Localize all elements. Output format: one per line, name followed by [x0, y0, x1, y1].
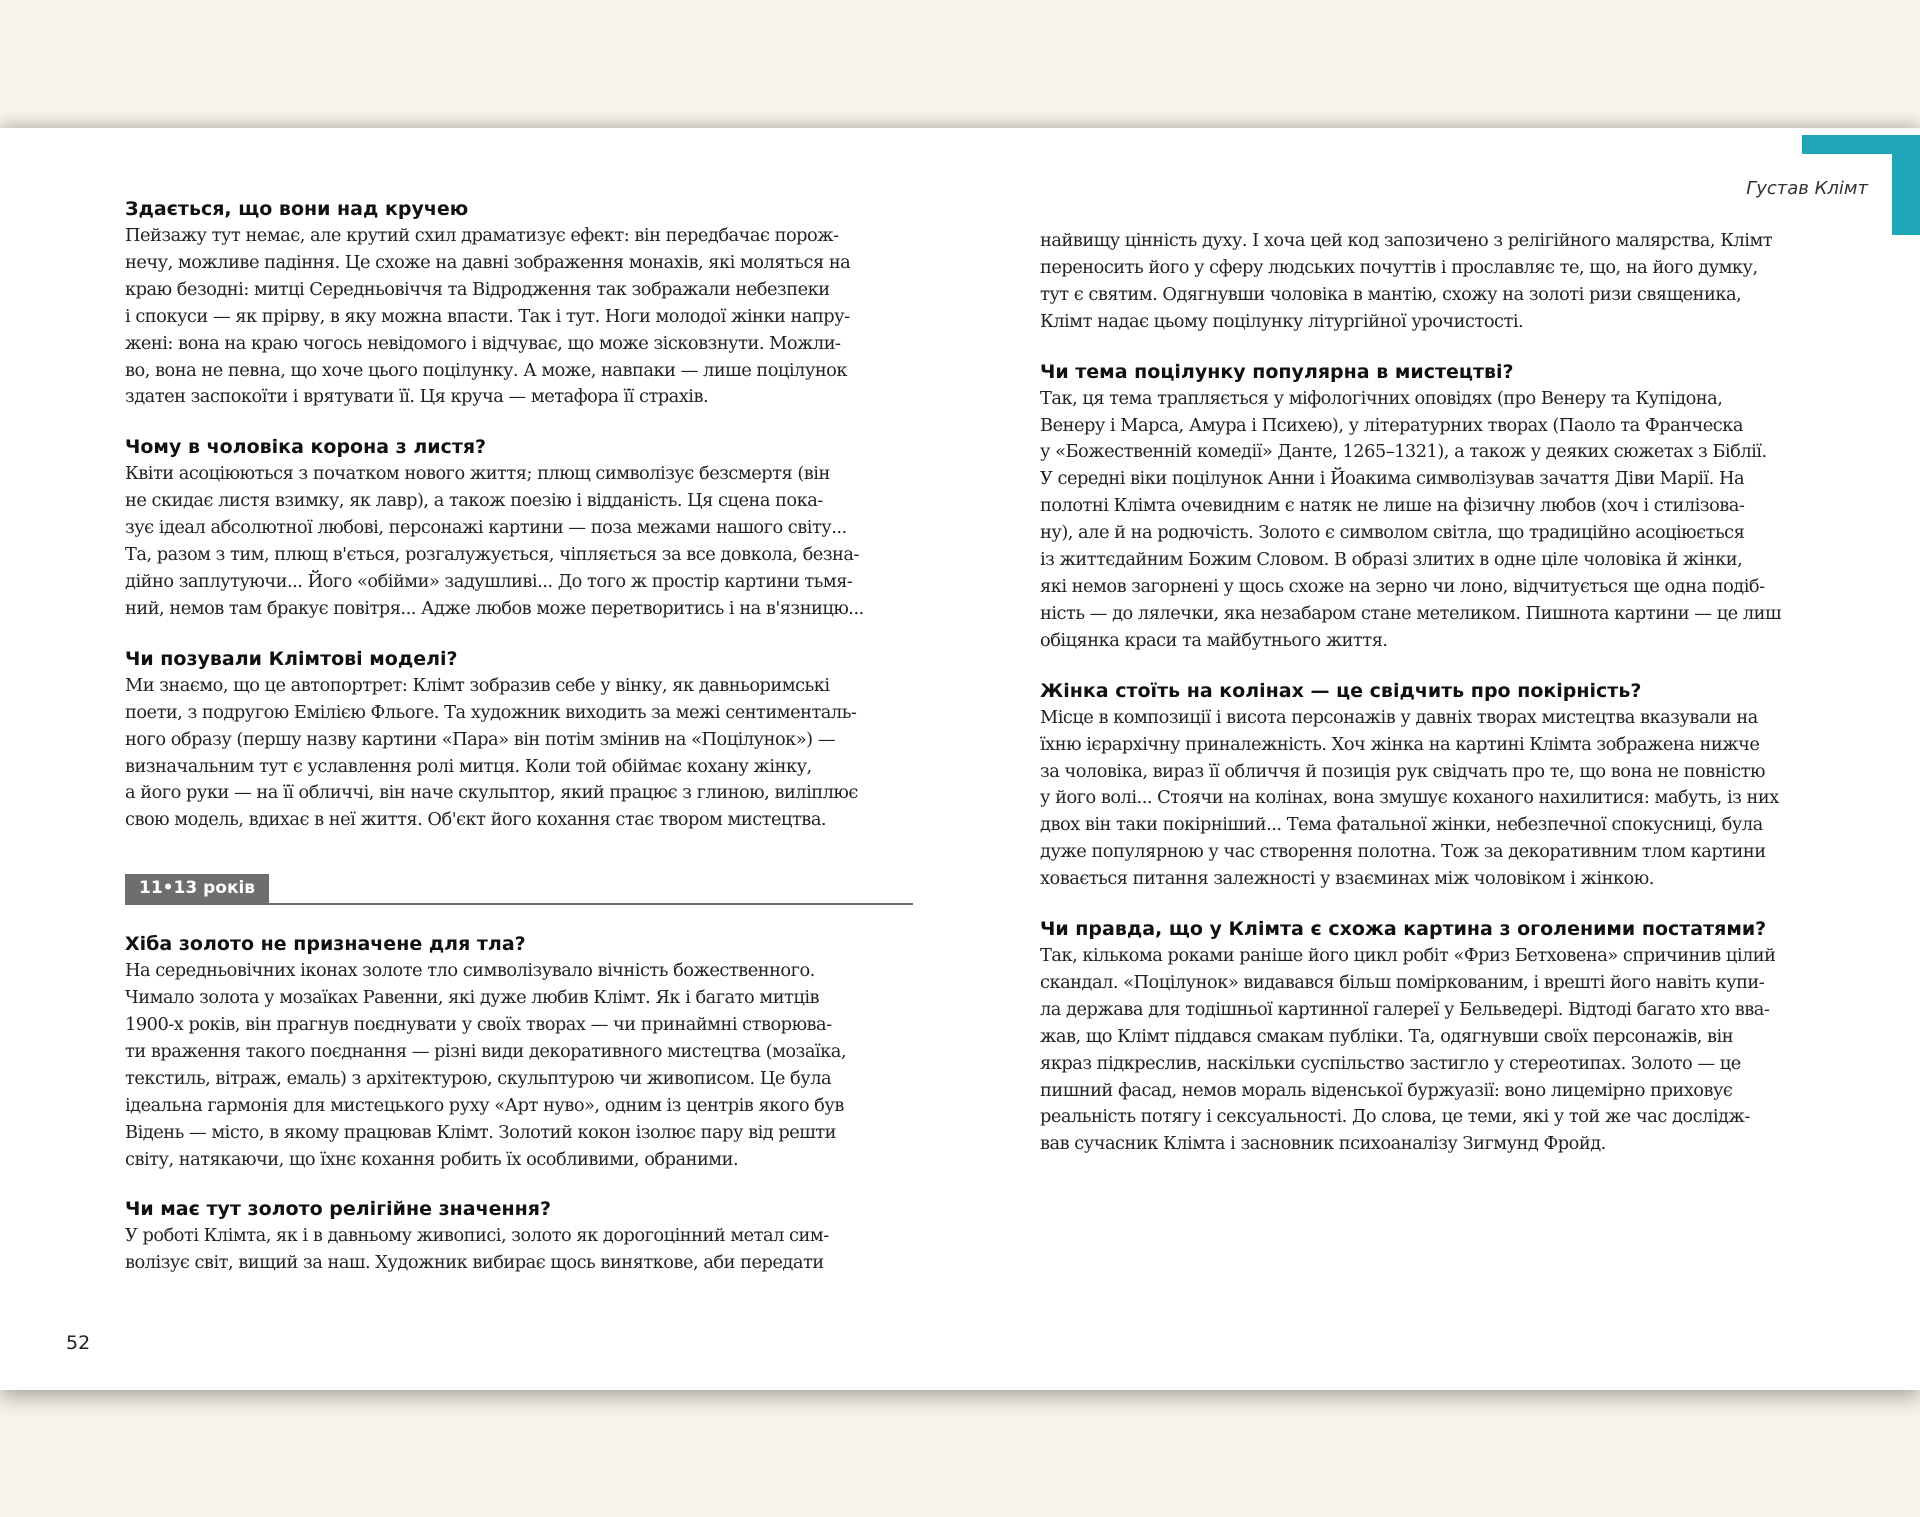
- text-line: ідеальна гармонія для мистецького руху «Арт нуво», одним із центрів якого був: [125, 1094, 844, 1116]
- text-line: жав, що Клімт піддався смакам публіки. Та, одягнувши своїх персонажів, він: [1040, 1025, 1734, 1047]
- text-line: пишний фасад, немов мораль віденської буржуазії: воно лицемірно приховує: [1040, 1079, 1733, 1101]
- text-line: якраз підкреслив, наскільки суспільство застигло у стереотипах. Золото — це: [1040, 1052, 1741, 1074]
- text-line: у його волі... Стоячи на колінах, вона змушує коханого нахилитися: мабуть, із них: [1040, 787, 1779, 809]
- text-line: нечу, можливе падіння. Це схоже на давні зображення монахів, які моляться на: [125, 251, 851, 273]
- section-heading: Чи тема поцілунку популярна в мистецтві?: [1040, 360, 1514, 383]
- text-line: Так, кількома роками раніше його цикл робіт «Фриз Бетховена» спричинив цілий: [1040, 945, 1776, 967]
- article-section: [125, 1196, 913, 1277]
- text-line: поети, з подругою Емілією Фльоге. Та художник виходить за межі сентименталь-: [125, 701, 857, 723]
- text-line: не скидає листя взимку, як лавр), а також поезію і відданість. Ця сцена пока-: [125, 490, 823, 512]
- text-line: На середньовічних іконах золоте тло символізувало вічність божественного.: [125, 960, 815, 982]
- page-number: 52: [66, 1332, 91, 1354]
- right-sections: [1040, 359, 1804, 1159]
- intro-paragraph: [1040, 228, 1804, 336]
- text-line: Та, разом з тим, плющ в'ється, розгалужується, чіпляється за все довкола, безна-: [125, 544, 859, 566]
- text-line: Місце в композиції і висота персонажів у давніх творах мистецтва вказували на: [1040, 706, 1758, 728]
- text-line: полотні Клімта очевидним є натяк не лише на фізичну любов (хоч і стилізова-: [1040, 495, 1745, 517]
- article-section: [125, 434, 913, 622]
- text-line: Ми знаємо, що це автопортрет: Клімт зобразив себе у вінку, як давньоримські: [125, 674, 830, 696]
- text-line: ний, немов там бракує повітря... Адже любов може перетворитись і на в'язницю...: [125, 597, 864, 619]
- text-line: текстиль, вітраж, емаль) з архітектурою, скульптурою чи живописом. Це була: [125, 1067, 832, 1089]
- text-line: жені: вона на краю чогось невідомого і відчуває, що може зісковзнути. Можли-: [125, 332, 841, 354]
- article-section: [1040, 359, 1804, 655]
- section-heading: Чи правда, що у Клімта є схожа картина з оголеними постатями?: [1040, 918, 1767, 941]
- text-line: ного образу (першу назву картини «Пара» він потім змінив на «Поцілунок») —: [125, 728, 836, 750]
- article-section: [1040, 678, 1804, 893]
- text-line: за чоловіка, вираз її обличчя й позиція рук свідчать про те, що вона не повністю: [1040, 760, 1766, 782]
- section-body: [1040, 705, 1804, 893]
- text-line: які немов загорнені у щось схоже на зерно чи лоно, відчитується ще одна подіб-: [1040, 575, 1765, 597]
- text-line: скандал. «Поцілунок» видавався більш поміркованим, і врешті його навіть купи-: [1040, 971, 1765, 993]
- text-line: ність — до лялечки, яка незабаром стане метеликом. Пишнота картини — це лиш: [1040, 602, 1782, 624]
- text-line: зує ідеал абсолютної любові, персонажі картини — поза межами нашого світу...: [125, 517, 847, 539]
- article-section: [125, 196, 913, 411]
- age-group-label: 11•13 років: [125, 874, 269, 903]
- section-body: [125, 958, 913, 1173]
- text-line: ла держава для тодішньої картинної галереї у Бельведері. Відтоді багато хто вва-: [1040, 998, 1770, 1020]
- text-line: світу, натякаючи, що їхнє кохання робить їх особливими, обраними.: [125, 1148, 739, 1170]
- text-line: ховається питання залежності у взаєминах між чоловіком і жінкою.: [1040, 868, 1654, 890]
- section-body: [125, 223, 913, 411]
- section-body: [1040, 943, 1804, 1158]
- section-heading: Хіба золото не призначене для тла?: [125, 933, 526, 956]
- left-sections: [125, 196, 913, 834]
- text-line: реальність потягу і сексуальності. До слова, це теми, які у той же час дослідж-: [1040, 1106, 1750, 1128]
- text-line: У роботі Клімта, як і в давньому живописі, золото як дорогоцінний метал сим-: [125, 1225, 829, 1247]
- text-line: во, вона не певна, що хоче цього поцілунку. А може, навпаки — лише поцілунок: [125, 359, 847, 381]
- text-line: Чимало золота у мозаїках Равенни, які дуже любив Клімт. Як і багато митців: [125, 987, 820, 1009]
- section-body: [1040, 386, 1804, 655]
- text-line: Квіти асоціюються з початком нового життя; плющ символізує безсмертя (він: [125, 463, 830, 485]
- section-heading: Чому в чоловіка корона з листя?: [125, 436, 487, 459]
- text-line: волізує світ, вищий за наш. Художник вибирає щось виняткове, аби передати: [125, 1252, 824, 1274]
- text-line: найвищу цінність духу. І хоча цей код запозичено з релігійного малярства, Клімт: [1040, 230, 1773, 251]
- text-line: із життєдайним Божим Словом. В образі злитих в одне ціле чоловіка й жінки,: [1040, 549, 1743, 571]
- text-line: дійно заплутуючи... Його «обійми» задушливі... До того ж простір картини тьмя-: [125, 570, 853, 592]
- text-line: свою модель, вдихає в неї життя. Об'єкт його кохання стає твором мистецтва.: [125, 809, 827, 831]
- text-line: Клімт надає цьому поцілунку літургійної урочистості.: [1040, 310, 1524, 332]
- left-sections-after: [125, 931, 913, 1277]
- article-section: [125, 646, 913, 834]
- article-section: [125, 931, 913, 1173]
- text-line: Венеру і Марса, Амура і Психею), у літературних творах (Паоло та Франческа: [1040, 414, 1743, 436]
- section-heading: Жінка стоїть на колінах — це свідчить про покірність?: [1040, 679, 1642, 702]
- article-section: [1040, 916, 1804, 1158]
- text-line: визначальним тут є уславлення ролі митця. Коли той обіймає кохану жінку,: [125, 755, 812, 777]
- text-line: Так, ця тема трапляється у міфологічних оповідях (про Венеру та Купідона,: [1040, 387, 1723, 409]
- intro-text: [1040, 228, 1804, 336]
- section-body: [125, 673, 913, 834]
- text-line: ну), але й на родючість. Золото є символом світла, що традиційно асоціюється: [1040, 522, 1745, 544]
- text-line: Відень — місто, в якому працював Клімт. Золотий кокон ізолює пару від решти: [125, 1121, 837, 1143]
- text-line: вав сучасник Клімта і засновник психоаналізу Зигмунд Фройд.: [1040, 1133, 1606, 1155]
- section-heading: Чи позували Клімтові моделі?: [125, 647, 458, 670]
- text-line: краю безодні: митці Середньовіччя та Відродження так зображали небезпеки: [125, 278, 830, 300]
- text-line: а його руки — на її обличчі, він наче скульптор, який працює з глиною, виліплює: [125, 782, 858, 804]
- text-line: і спокуси — як прірву, в яку можна впасти. Так і тут. Ноги молодої жінки напру-: [125, 305, 850, 327]
- text-line: їхню ієрархічну приналежність. Хоч жінка на картині Клімта зображена нижче: [1040, 733, 1760, 755]
- running-title: Густав Клімт: [1746, 178, 1868, 199]
- text-line: ти враження такого поєднання — різні види декоративного мистецтва (мозаїка,: [125, 1040, 846, 1062]
- text-line: дуже популярною у час створення полотна. Тож за декоративним тлом картини: [1040, 841, 1766, 863]
- age-group-bar: [125, 874, 913, 905]
- text-line: здатен заспокоїти і врятувати її. Ця круча — метафора її страхів.: [125, 386, 709, 408]
- section-heading: Чи має тут золото релігійне значення?: [125, 1198, 551, 1221]
- left-column: [125, 196, 913, 1300]
- text-line: у «Божественній комедії» Данте, 1265–1321), а також у деяких сюжетах з Біблії.: [1040, 441, 1767, 463]
- text-line: обіцянка краси та майбутнього життя.: [1040, 629, 1388, 651]
- section-body: [125, 461, 913, 622]
- right-column: [1040, 228, 1804, 1181]
- text-line: двох він таки покірніший... Тема фатальної жінки, небезпечної спокусниці, була: [1040, 814, 1763, 836]
- text-line: Пейзажу тут немає, але крутий схил драматизує ефект: він передбачає порож-: [125, 225, 839, 246]
- text-line: У середні віки поцілунок Анни і Йоакима символізував зачаття Діви Марії. На: [1040, 468, 1745, 490]
- text-line: переносить його у сферу людських почуттів і прославляє те, що, на його думку,: [1040, 256, 1758, 278]
- section-heading: Здається, що вони над кручею: [125, 198, 469, 220]
- section-body: [125, 1223, 913, 1277]
- text-line: 1900-х років, він прагнув поєднувати у своїх творах — чи принаймні створюва-: [125, 1014, 832, 1036]
- text-line: тут є святим. Одягнувши чоловіка в мантію, схожу на золоті ризи священика,: [1040, 283, 1742, 305]
